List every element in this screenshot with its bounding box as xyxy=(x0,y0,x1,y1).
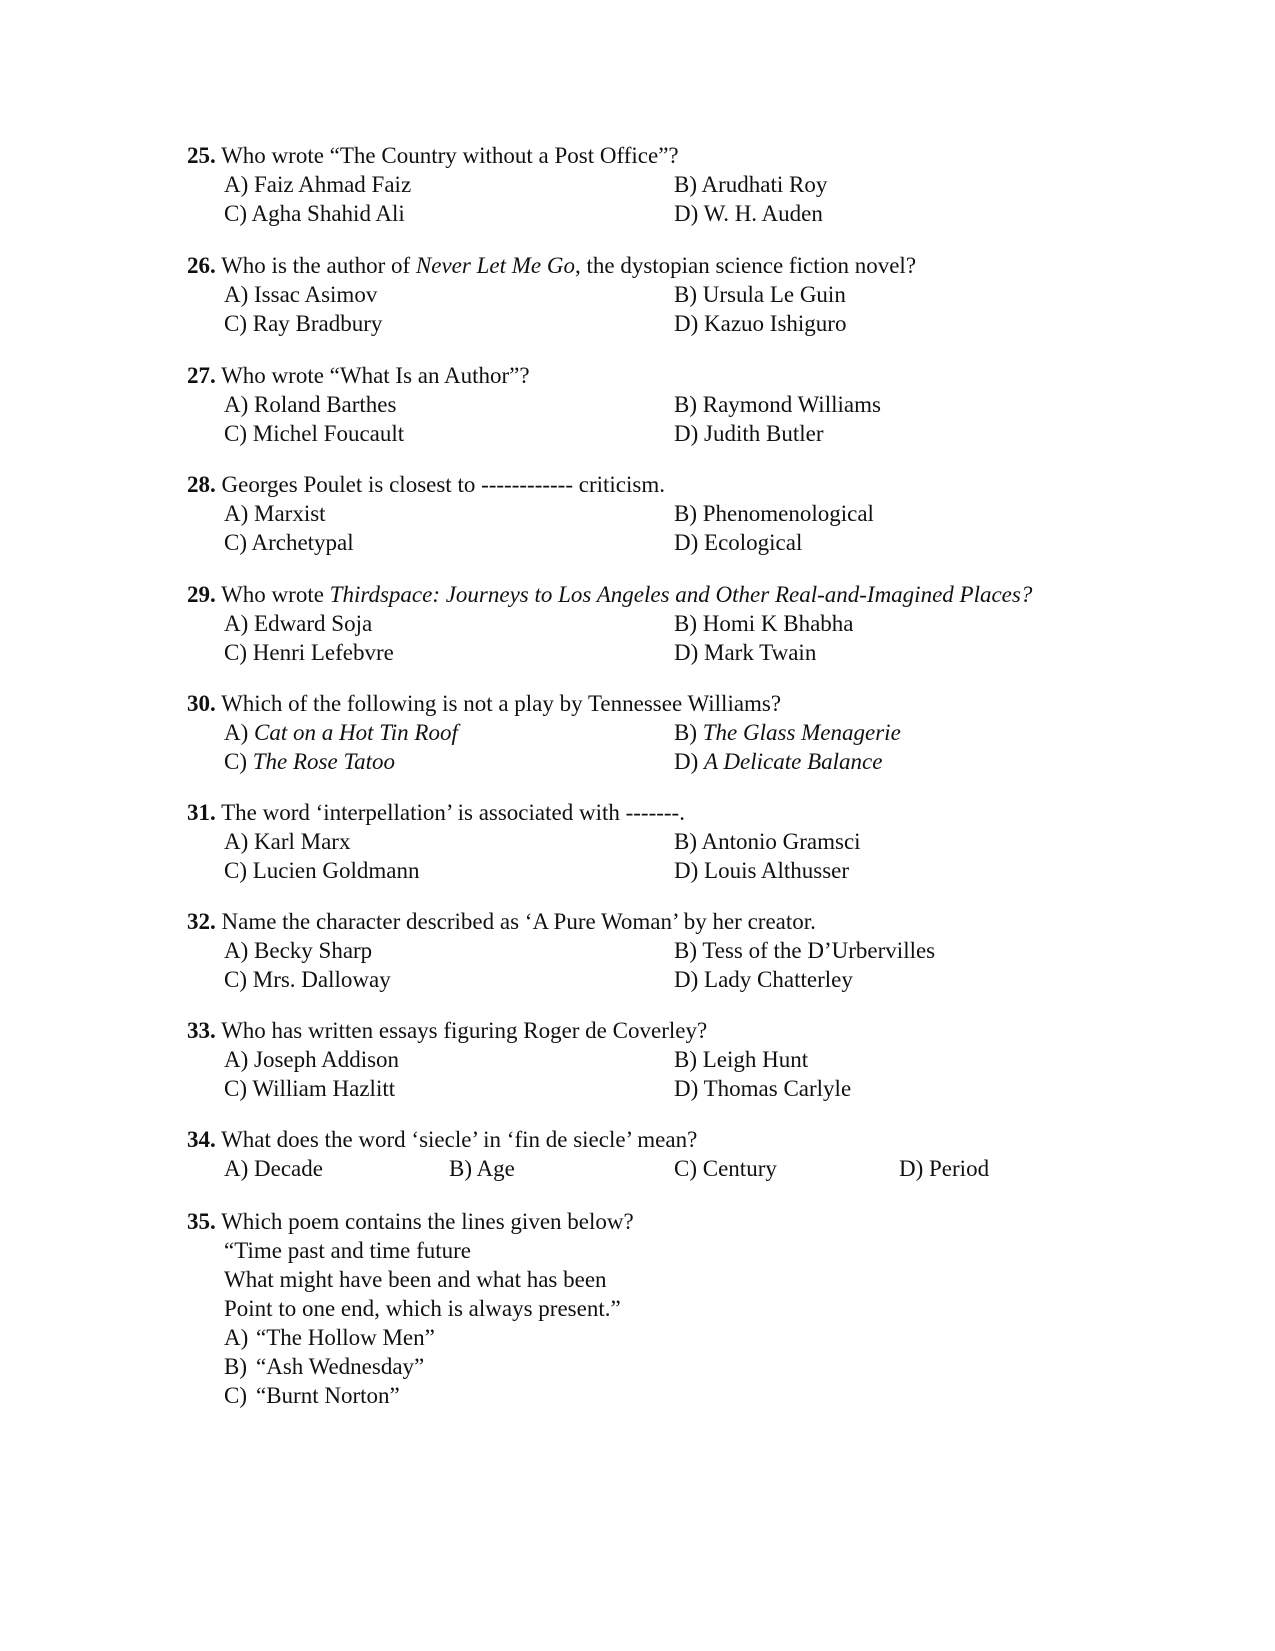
option-b: B) Ursula Le Guin xyxy=(674,282,846,307)
question-31 xyxy=(187,798,1247,885)
option-a xyxy=(224,718,458,747)
option-d: D) Judith Butler xyxy=(674,421,824,446)
question-26 xyxy=(187,251,1247,338)
question-stem xyxy=(187,470,1247,499)
question-number: 28. xyxy=(187,472,216,497)
option-d: D) Louis Althusser xyxy=(674,858,850,883)
question-30 xyxy=(187,689,1247,776)
option-d: D) Lady Chatterley xyxy=(674,967,853,992)
option-c: C) William Hazlitt xyxy=(224,1076,396,1101)
option-a: A) Roland Barthes xyxy=(224,392,397,417)
option-a: A) Joseph Addison xyxy=(224,1047,400,1072)
question-number: 30. xyxy=(187,691,216,716)
question-27 xyxy=(187,361,1247,448)
question-29 xyxy=(187,580,1247,667)
question-text: Who wrote “What Is an Author”? xyxy=(221,363,530,388)
option-c: C) Agha Shahid Ali xyxy=(224,201,405,226)
question-number: 27. xyxy=(187,363,216,388)
option-text: “Ash Wednesday” xyxy=(256,1354,425,1379)
play-title: A Delicate Balance xyxy=(704,749,883,774)
play-title: The Rose Tatoo xyxy=(252,749,396,774)
question-text: Who has written essays figuring Roger de Coverley? xyxy=(221,1018,708,1043)
option-text: “Burnt Norton” xyxy=(256,1383,400,1408)
question-text: The word ‘interpellation’ is associated with -------. xyxy=(221,800,685,825)
option-b: B) Age xyxy=(449,1156,515,1181)
book-title: Thirdspace: Journeys to Los Angeles and Other Real-and-Imagined Places? xyxy=(329,582,1033,607)
option-d: D) Ecological xyxy=(674,530,803,555)
option-c: C) Henri Lefebvre xyxy=(224,640,394,665)
option-b: B) Tess of the D’Urbervilles xyxy=(674,938,936,963)
question-text: Georges Poulet is closest to ------------ criticism. xyxy=(221,472,665,497)
question-stem xyxy=(187,251,1247,280)
option-label: A) xyxy=(224,1325,249,1350)
question-number: 35. xyxy=(187,1209,216,1234)
question-32 xyxy=(187,907,1247,994)
question-number: 26. xyxy=(187,253,216,278)
option-label: B) xyxy=(674,720,697,745)
question-stem xyxy=(187,907,1247,936)
option-a: A) Faiz Ahmad Faiz xyxy=(224,172,412,197)
option-d: D) Period xyxy=(899,1156,990,1181)
question-stem xyxy=(187,580,1247,609)
option-d: D) Kazuo Ishiguro xyxy=(674,311,847,336)
question-number: 31. xyxy=(187,800,216,825)
option-c: C) Archetypal xyxy=(224,530,354,555)
option-b: B) Arudhati Roy xyxy=(674,172,828,197)
question-35 xyxy=(187,1207,1247,1410)
play-title: The Glass Menagerie xyxy=(702,720,901,745)
question-stem xyxy=(187,1207,1247,1236)
option-a xyxy=(187,1323,1247,1352)
option-b: B) Phenomenological xyxy=(674,501,874,526)
option-b: B) Raymond Williams xyxy=(674,392,881,417)
option-b: B) Antonio Gramsci xyxy=(674,829,861,854)
question-number: 33. xyxy=(187,1018,216,1043)
quote-line: “Time past and time future xyxy=(224,1238,471,1263)
question-33 xyxy=(187,1016,1247,1103)
question-stem xyxy=(187,1016,1247,1045)
question-text-end: , the dystopian science fiction novel? xyxy=(574,253,917,278)
question-text: Which of the following is not a play by Tennessee Williams? xyxy=(221,691,782,716)
question-stem xyxy=(187,798,1247,827)
question-34 xyxy=(187,1125,1247,1183)
option-b: B) Leigh Hunt xyxy=(674,1047,809,1072)
option-label: B) xyxy=(224,1354,247,1379)
option-c: C) Century xyxy=(674,1156,777,1181)
question-stem xyxy=(187,141,1247,170)
question-text: Who wrote “The Country without a Post Office”? xyxy=(221,143,679,168)
quote-line: What might have been and what has been xyxy=(224,1267,607,1292)
option-d: D) W. H. Auden xyxy=(674,201,823,226)
option-c: C) Mrs. Dalloway xyxy=(224,967,391,992)
option-label: D) xyxy=(674,749,699,774)
option-a: A) Decade xyxy=(224,1156,323,1181)
option-text: “The Hollow Men” xyxy=(256,1325,435,1350)
question-number: 32. xyxy=(187,909,216,934)
option-c: C) Michel Foucault xyxy=(224,421,405,446)
question-text: Name the character described as ‘A Pure Woman’ by her creator. xyxy=(221,909,816,934)
question-text: Who is the author of xyxy=(221,253,416,278)
option-d: D) Thomas Carlyle xyxy=(674,1076,852,1101)
book-title: Never Let Me Go xyxy=(415,253,575,278)
option-label: C) xyxy=(224,749,247,774)
option-a: A) Becky Sharp xyxy=(224,938,373,963)
question-number: 25. xyxy=(187,143,216,168)
option-c xyxy=(187,1381,1247,1410)
option-a: A) Marxist xyxy=(224,501,326,526)
question-28 xyxy=(187,470,1247,557)
question-stem xyxy=(187,361,1247,390)
question-number: 29. xyxy=(187,582,216,607)
question-25 xyxy=(187,141,1247,228)
question-number: 34. xyxy=(187,1127,216,1152)
question-text: What does the word ‘siecle’ in ‘fin de siecle’ mean? xyxy=(221,1127,698,1152)
option-label: C) xyxy=(224,1383,247,1408)
option-b xyxy=(187,1352,1247,1381)
option-b xyxy=(674,718,901,747)
option-c: C) Ray Bradbury xyxy=(224,311,383,336)
option-label: A) xyxy=(224,720,249,745)
question-text: Which poem contains the lines given below? xyxy=(221,1209,634,1234)
question-stem xyxy=(187,1125,1247,1154)
option-a: A) Karl Marx xyxy=(224,829,351,854)
play-title: Cat on a Hot Tin Roof xyxy=(254,720,458,745)
option-d: D) Mark Twain xyxy=(674,640,817,665)
option-c xyxy=(224,747,395,776)
question-stem xyxy=(187,689,1247,718)
option-a: A) Edward Soja xyxy=(224,611,373,636)
option-d xyxy=(674,747,882,776)
option-a: A) Issac Asimov xyxy=(224,282,378,307)
question-text: Who wrote xyxy=(221,582,330,607)
option-c: C) Lucien Goldmann xyxy=(224,858,420,883)
option-b: B) Homi K Bhabha xyxy=(674,611,854,636)
quote-line: Point to one end, which is always present.” xyxy=(224,1296,621,1321)
